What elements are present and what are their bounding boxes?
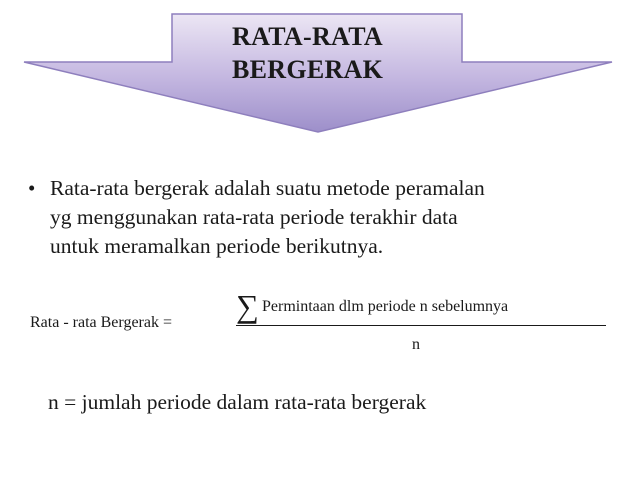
bullet-text [50, 174, 610, 261]
slide-title-line-1: RATA-RATA [232, 22, 383, 51]
slide-title [232, 20, 432, 86]
bullet-dot: • [28, 176, 36, 200]
definition-text: n = jumlah periode dalam rata-rata bergerak [48, 390, 427, 414]
bullet-line-3: untuk meramalkan periode berikutnya. [50, 234, 384, 258]
slide-title-line-2: BERGERAK [232, 55, 384, 84]
title-banner [0, 0, 638, 140]
bullet-line-1: Rata-rata bergerak adalah suatu metode peramalan [50, 176, 485, 200]
formula-lhs: Rata - rata Bergerak = [30, 314, 172, 331]
formula-numerator: Permintaan dlm periode n sebelumnya [262, 298, 509, 315]
bullet-line-2: yg menggunakan rata-rata periode terakhir data [50, 205, 458, 229]
sigma-symbol: ∑ [236, 288, 259, 324]
fraction-bar [236, 325, 606, 326]
formula-denominator: n [412, 336, 420, 353]
